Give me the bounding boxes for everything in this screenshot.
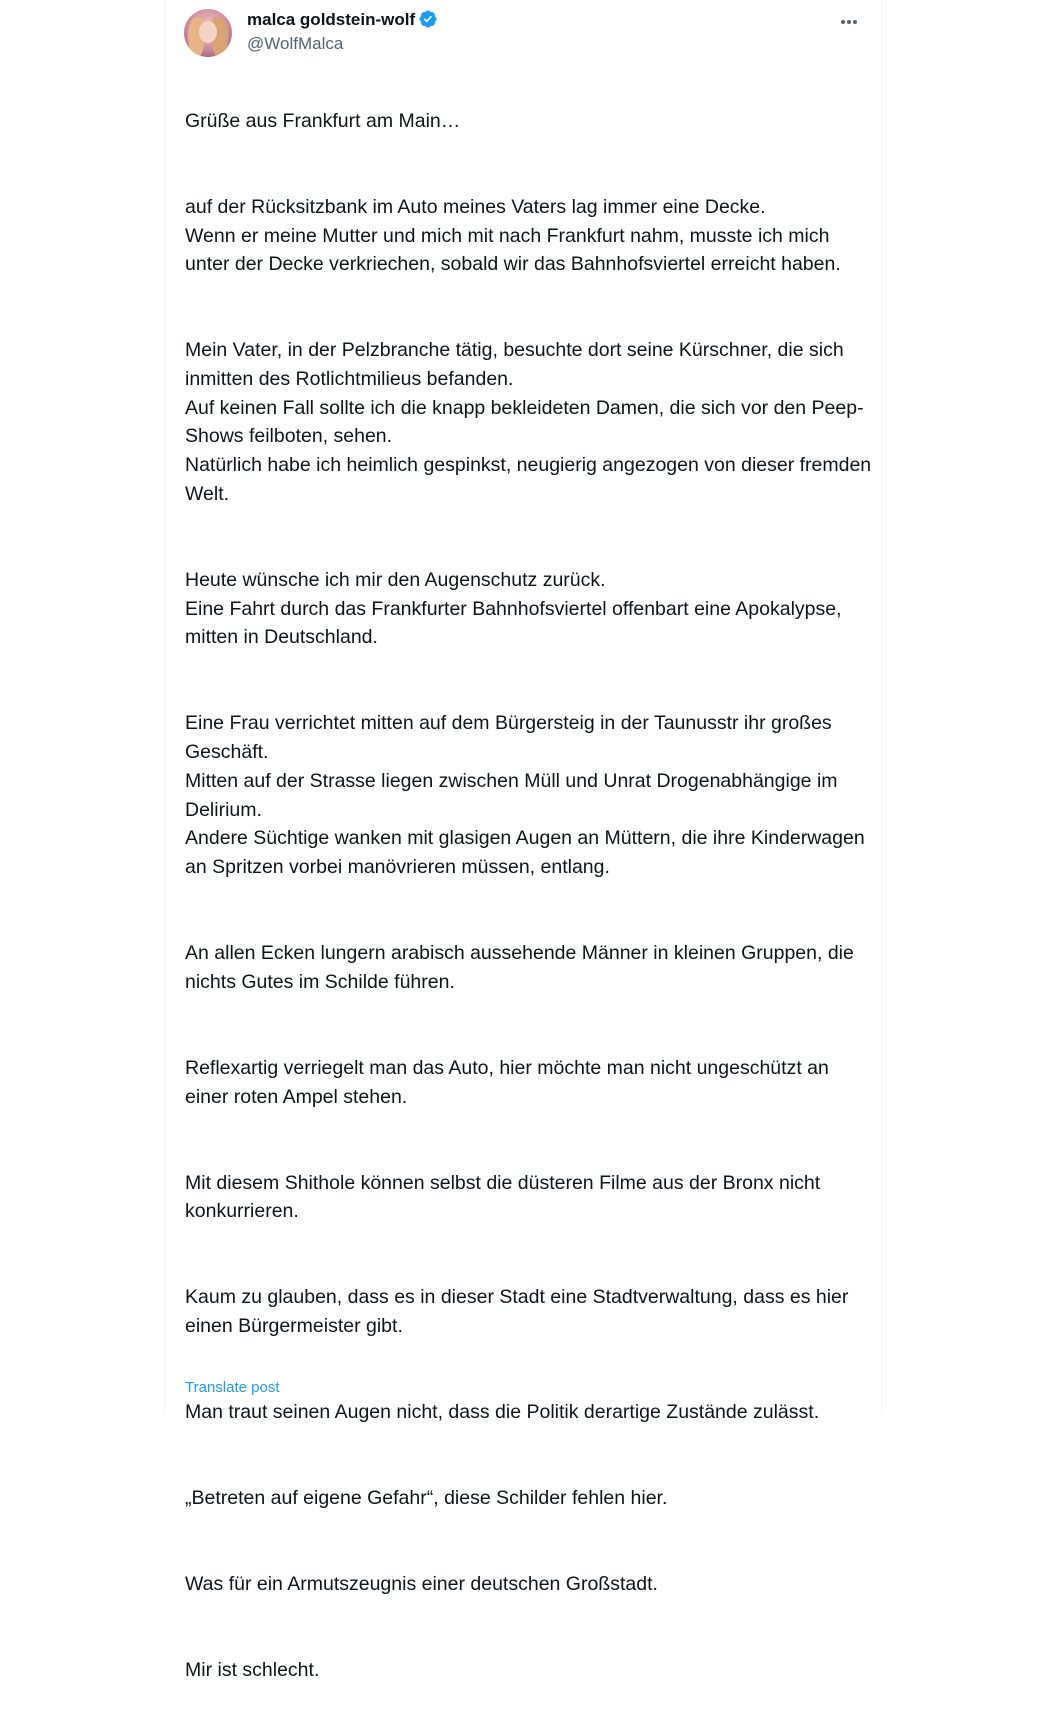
author-block — [247, 8, 438, 56]
translate-post-link[interactable]: Translate post — [185, 1379, 280, 1396]
author-handle[interactable]: @WolfMalca — [247, 34, 344, 53]
verified-badge-icon[interactable] — [418, 9, 438, 29]
tweet-paragraph-13: Mir ist schlecht. — [185, 1659, 320, 1682]
tweet-paragraph-3: Mein Vater, in der Pelzbranche tätig, besuchte dort seine Kürschner, die sich inmitten des Rotlichtmilieus befanden. Auf keinen Fall sollte ich die knapp bekleideten Damen, die sich vor den Peep-Shows feilboten, sehen. Natürlich habe ich heimlich gespinkst, neugierig angezogen von dieser fremden Welt. — [185, 339, 872, 505]
tweet-column — [164, 0, 882, 1682]
author-display-name[interactable]: malca goldstein-wolf — [247, 10, 416, 29]
tweet-paragraph-12: Was für ein Armutszeugnis einer deutschen Großstadt. — [185, 1573, 658, 1596]
tweet-paragraph-11: „Betreten auf eigene Gefahr“, diese Schilder fehlen hier. — [185, 1487, 668, 1510]
tweet-paragraph-9: Kaum zu glauben, dass es in dieser Stadt eine Stadtverwaltung, dass es hier einen Bürgermeister gibt. — [185, 1286, 849, 1338]
tweet-paragraph-1: Grüße aus Frankfurt am Main… — [185, 109, 461, 132]
avatar[interactable] — [184, 9, 232, 57]
tweet-paragraph-8: Mit diesem Shithole können selbst die düsteren Filme aus der Bronx nicht konkurrieren. — [185, 1171, 821, 1223]
avatar-face — [199, 21, 217, 43]
more-options-icon[interactable] — [834, 8, 864, 34]
tweet-header — [184, 6, 864, 58]
tweet-paragraph-10: Man traut seinen Augen nicht, dass die Politik derartige Zustände zulässt. — [185, 1401, 820, 1424]
tweet-text — [185, 78, 875, 1714]
tweet-paragraph-6: An allen Ecken lungern arabisch aussehende Männer in kleinen Gruppen, die nichts Gutes im Schilde führen. — [185, 942, 854, 993]
tweet-paragraph-7: Reflexartig verriegelt man das Auto, hier möchte man nicht ungeschützt an einer roten Ampel stehen. — [185, 1056, 829, 1108]
tweet-paragraph-5: Eine Frau verrichtet mitten auf dem Bürgersteig in der Taunusstr ihr großes Geschäft. Mitten auf der Strasse liegen zwischen Müll und Unrat Drogenabhängige im Delirium. Andere Süchtige wanken mit glasigen Augen an Müttern, die ihre Kinderwagen an Spritzen vorbei manövrieren müssen, entlang. — [185, 712, 865, 878]
tweet-paragraph-4: Heute wünsche ich mir den Augenschutz zurück. Eine Fahrt durch das Frankfurter Bahnhofsviertel offenbart eine Apokalypse, mitten in Deutschland. — [185, 568, 842, 649]
tweet-paragraph-2: auf der Rücksitzbank im Auto meines Vaters lag immer eine Decke. Wenn er meine Mutter und mich mit nach Frankfurt nahm, musste ich mich unter der Decke verkriechen, sobald wir das Bahnhofsviertel erreicht haben. — [185, 195, 841, 276]
